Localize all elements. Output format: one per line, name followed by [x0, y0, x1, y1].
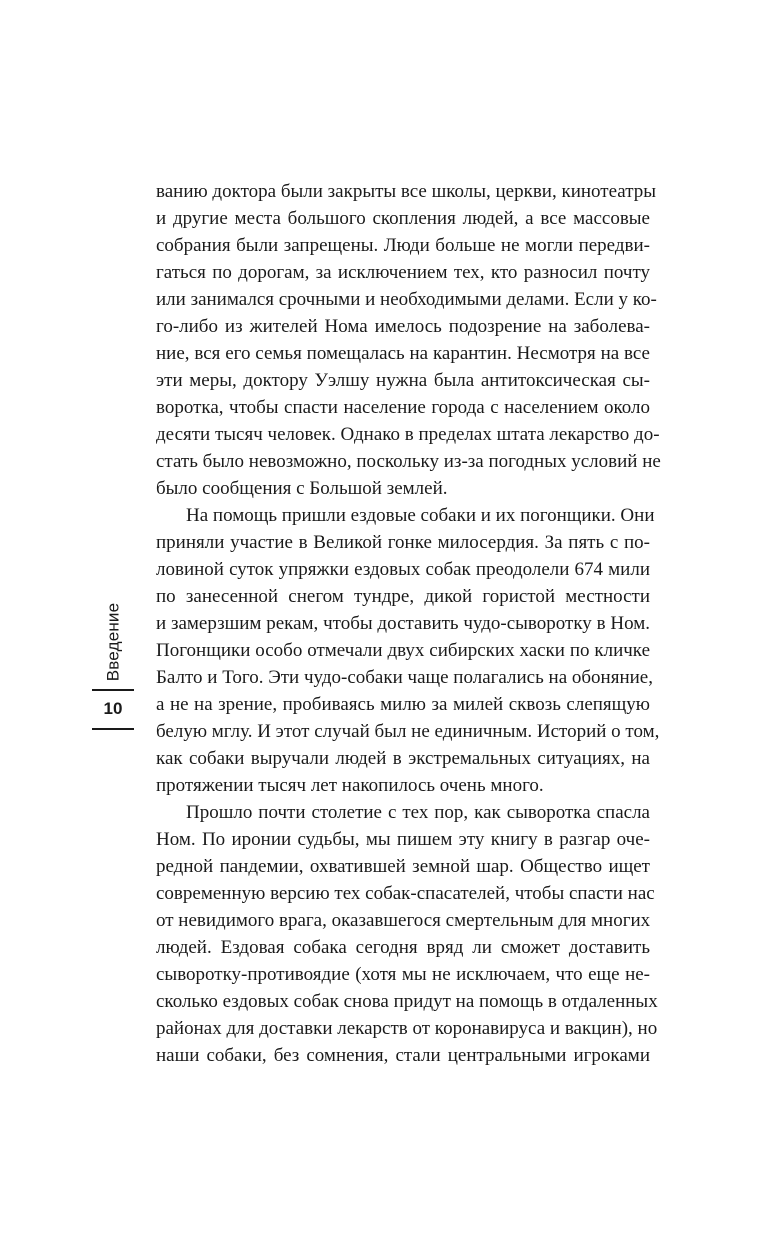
- text-line: Погонщики особо отмечали двух сибирских хаски по кличке: [156, 640, 650, 661]
- text-line: и другие места большого скопления людей, а все массовые: [156, 208, 650, 229]
- text-line: ловиной суток упряжки ездовых собак преодолели 674 мили: [156, 559, 650, 580]
- text-line: сколько ездовых собак снова придут на помощь в отдаленных: [156, 991, 658, 1012]
- paragraph: [156, 799, 658, 1069]
- text-line: людей. Ездовая собака сегодня вряд ли сможет доставить: [156, 937, 650, 958]
- text-line: десяти тысяч человек. Однако в пределах штата лекарство до-: [156, 424, 660, 445]
- text-line: воротка, чтобы спасти население города с населением около: [156, 397, 650, 418]
- text-line: собрания были запрещены. Люди больше не могли передви-: [156, 235, 650, 256]
- text-line: районах для доставки лекарств от коронавируса и вакцин), но: [156, 1018, 658, 1039]
- body-text: [156, 178, 661, 1069]
- text-line: Ном. По иронии судьбы, мы пишем эту книгу в разгар оче-: [156, 829, 650, 850]
- section-title: Введение: [103, 602, 123, 682]
- text-line: а не на зрение, пробиваясь милю за милей сквозь слепящую: [156, 694, 650, 715]
- text-line: ние, вся его семья помещалась на карантин. Несмотря на все: [156, 343, 650, 364]
- text-line: наши собаки, без сомнения, стали центральными игроками: [156, 1045, 650, 1066]
- text-line: современную версию тех собак-спасателей, чтобы спасти нас: [156, 883, 655, 904]
- text-line: Балто и Того. Эти чудо-собаки чаще полагались на обоняние,: [156, 667, 653, 688]
- paragraph: [156, 178, 661, 502]
- section-title-vertical: [92, 600, 134, 684]
- text-line: гаться по дорогам, за исключением тех, кто разносил почту: [156, 262, 650, 283]
- text-line: было сообщения с Большой землей.: [156, 478, 448, 499]
- text-line: как собаки выручали людей в экстремальных ситуациях, на: [156, 748, 650, 769]
- text-line: эти меры, доктору Уэлшу нужна была антитоксическая сы-: [156, 370, 650, 391]
- text-line: протяжении тысяч лет накопилось очень много.: [156, 775, 544, 796]
- text-line: На помощь пришли ездовые собаки и их погонщики. Они: [186, 505, 655, 526]
- paragraph: [156, 502, 660, 799]
- text-line: по занесенной снегом тундре, дикой гористой местности: [156, 586, 650, 607]
- running-head: [92, 600, 134, 730]
- page-number: 10: [103, 699, 123, 718]
- text-line: и замерзшим рекам, чтобы доставить чудо-сыворотку в Ном.: [156, 613, 650, 634]
- text-line: сыворотку-противоядие (хотя мы не исключаем, что еще не-: [156, 964, 650, 985]
- text-line: от невидимого врага, оказавшегося смертельным для многих: [156, 910, 651, 931]
- rule-top: [92, 689, 134, 691]
- rule-bottom: [92, 728, 134, 730]
- text-line: Прошло почти столетие с тех пор, как сыворотка спасла: [186, 802, 650, 823]
- text-line: редной пандемии, охватившей земной шар. Общество ищет: [156, 856, 650, 877]
- text-line: или занимался срочными и необходимыми делами. Если у ко-: [156, 289, 657, 310]
- text-line: приняли участие в Великой гонке милосердия. За пять с по-: [156, 532, 650, 553]
- text-line: белую мглу. И этот случай был не единичным. Историй о том,: [156, 721, 660, 742]
- text-line: ванию доктора были закрыты все школы, церкви, кинотеатры: [156, 181, 657, 202]
- text-line: стать было невозможно, поскольку из-за погодных условий не: [156, 451, 661, 472]
- text-line: го-либо из жителей Нома имелось подозрение на заболева-: [156, 316, 650, 337]
